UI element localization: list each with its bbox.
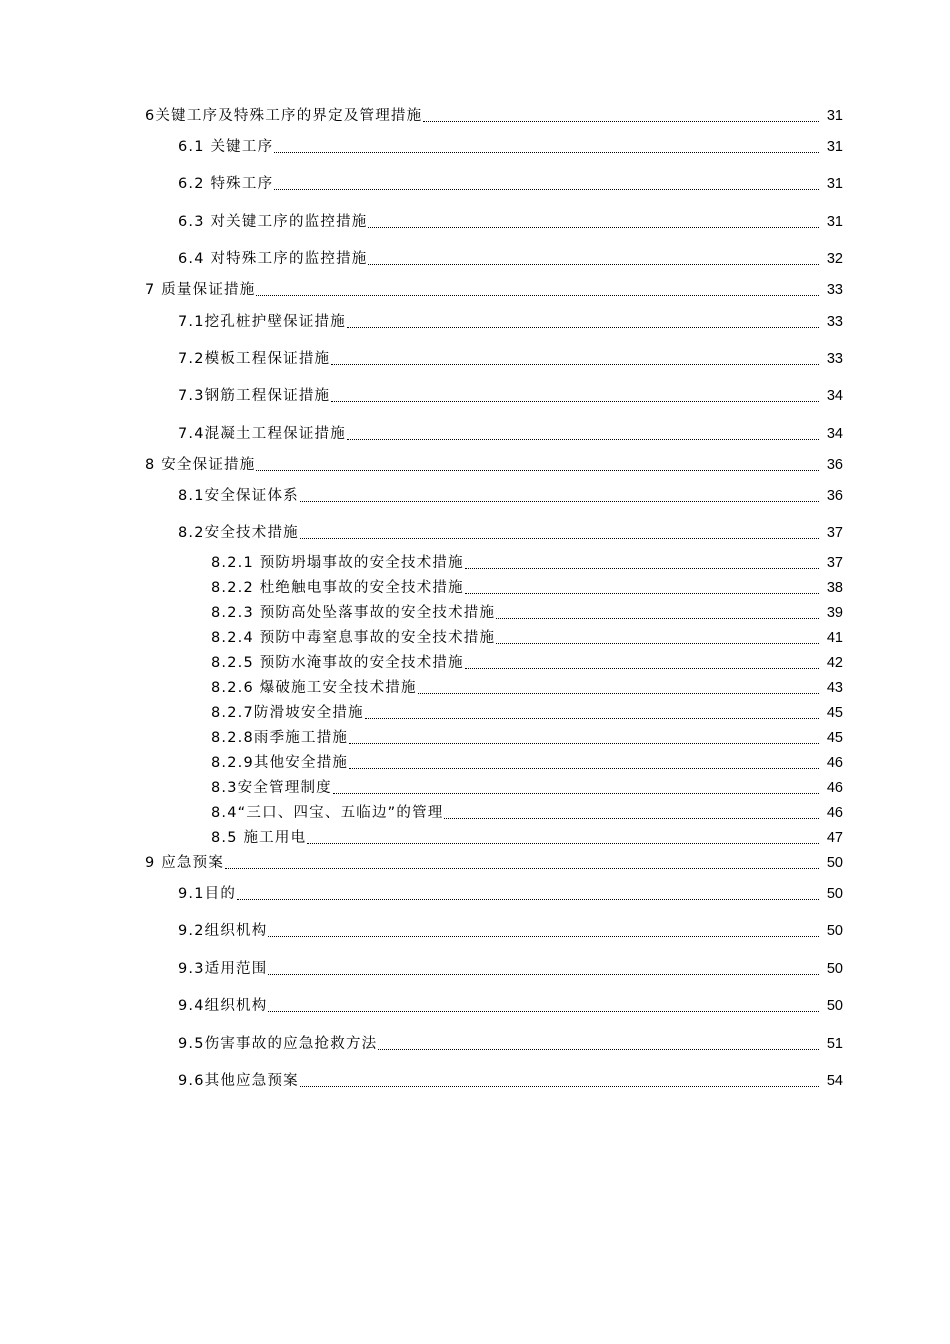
toc-page-number: 46	[826, 780, 843, 796]
toc-entry-title: 8.2.8雨季施工措施	[211, 730, 349, 746]
toc-entry[interactable]	[178, 310, 843, 332]
toc-entry-title: 6.2 特殊工序	[178, 176, 274, 192]
toc-dot-leader	[423, 120, 819, 122]
toc-entry[interactable]	[211, 576, 843, 598]
toc-page-number: 34	[826, 388, 843, 404]
toc-entry[interactable]	[178, 247, 843, 269]
toc-entry[interactable]	[211, 826, 843, 848]
toc-entry[interactable]	[145, 851, 843, 873]
toc-entry[interactable]	[178, 135, 843, 157]
toc-entry[interactable]	[211, 651, 843, 673]
toc-entry[interactable]	[178, 919, 843, 941]
toc-entry-title: 8.2.4 预防中毒窒息事故的安全技术措施	[211, 630, 496, 646]
toc-page-number: 34	[826, 426, 843, 442]
toc-dot-leader	[256, 294, 819, 296]
toc-page-number: 31	[826, 108, 843, 124]
toc-page-number: 50	[826, 923, 843, 939]
toc-page-number: 38	[826, 580, 843, 596]
toc-page-number: 31	[826, 139, 843, 155]
toc-entry-title: 8.2.6 爆破施工安全技术措施	[211, 680, 417, 696]
toc-page-number: 45	[826, 705, 843, 721]
toc-entry-title: 8.2.7防滑坡安全措施	[211, 705, 364, 721]
toc-dot-leader	[349, 767, 819, 769]
toc-dot-leader	[378, 1048, 819, 1050]
toc-entry-title: 8.3安全管理制度	[211, 780, 332, 796]
toc-page-number: 33	[826, 351, 843, 367]
toc-entry-title: 6关键工序及特殊工序的界定及管理措施	[145, 108, 423, 124]
toc-entry-title: 7 质量保证措施	[145, 282, 256, 298]
toc-entry-title: 8.2.5 预防水淹事故的安全技术措施	[211, 655, 464, 671]
toc-entry-title: 8.5 施工用电	[211, 830, 307, 846]
toc-page-number: 33	[826, 314, 843, 330]
toc-entry[interactable]	[178, 1069, 843, 1091]
toc-entry[interactable]	[178, 172, 843, 194]
toc-page-number: 31	[826, 214, 843, 230]
toc-dot-leader	[418, 692, 819, 694]
toc-entry-title: 7.4混凝土工程保证措施	[178, 426, 346, 442]
toc-entry[interactable]	[211, 801, 843, 823]
toc-entry[interactable]	[145, 453, 843, 475]
toc-entry[interactable]	[178, 347, 843, 369]
toc-entry-title: 8.2.3 预防高处坠落事故的安全技术措施	[211, 605, 496, 621]
toc-dot-leader	[237, 898, 819, 900]
toc-entry-title: 8.2.9其他安全措施	[211, 755, 349, 771]
toc-entry[interactable]	[211, 701, 843, 723]
toc-page-number: 37	[826, 555, 843, 571]
toc-page-number: 45	[826, 730, 843, 746]
toc-entry[interactable]	[211, 601, 843, 623]
toc-entry[interactable]	[178, 484, 843, 506]
toc-dot-leader	[347, 326, 819, 328]
toc-entry-title: 6.3 对关键工序的监控措施	[178, 214, 368, 230]
toc-dot-leader	[268, 1010, 819, 1012]
toc-entry[interactable]	[178, 384, 843, 406]
toc-page-number: 36	[826, 457, 843, 473]
toc-page-number: 31	[826, 176, 843, 192]
toc-page-number: 36	[826, 488, 843, 504]
toc-entry[interactable]	[178, 1032, 843, 1054]
toc-entry-title: 6.4 对特殊工序的监控措施	[178, 251, 368, 267]
toc-dot-leader	[225, 867, 819, 869]
toc-page-number: 46	[826, 805, 843, 821]
toc-entry[interactable]	[178, 422, 843, 444]
toc-dot-leader	[368, 263, 819, 265]
toc-page-number: 51	[826, 1036, 843, 1052]
toc-dot-leader	[268, 973, 819, 975]
toc-entry[interactable]	[178, 882, 843, 904]
toc-entry-title: 9.6其他应急预案	[178, 1073, 299, 1089]
toc-dot-leader	[300, 1085, 819, 1087]
toc-page-number: 39	[826, 605, 843, 621]
toc-dot-leader	[444, 817, 819, 819]
toc-entry[interactable]	[211, 751, 843, 773]
toc-dot-leader	[465, 567, 819, 569]
toc-entry[interactable]	[178, 957, 843, 979]
toc-dot-leader	[496, 617, 819, 619]
toc-entry-title: 7.1挖孔桩护壁保证措施	[178, 314, 346, 330]
toc-dot-leader	[300, 537, 819, 539]
toc-dot-leader	[365, 717, 819, 719]
toc-dot-leader	[307, 842, 819, 844]
toc-page-number: 54	[826, 1073, 843, 1089]
toc-entry[interactable]	[211, 776, 843, 798]
toc-entry-title: 7.2模板工程保证措施	[178, 351, 331, 367]
toc-entry[interactable]	[178, 210, 843, 232]
toc-page-number: 50	[826, 886, 843, 902]
toc-entry[interactable]	[145, 104, 843, 126]
toc-dot-leader	[465, 667, 819, 669]
toc-entry[interactable]	[178, 521, 843, 543]
toc-entry-title: 9.5伤害事故的应急抢救方法	[178, 1036, 378, 1052]
toc-entry-title: 8.4“三口、四宝、五临边”的管理	[211, 805, 444, 821]
toc-page-number: 32	[826, 251, 843, 267]
toc-entry-title: 7.3钢筋工程保证措施	[178, 388, 331, 404]
toc-page-number: 43	[826, 680, 843, 696]
toc-dot-leader	[274, 188, 819, 190]
toc-entry[interactable]	[211, 676, 843, 698]
toc-page-number: 42	[826, 655, 843, 671]
toc-dot-leader	[368, 226, 819, 228]
toc-dot-leader	[349, 742, 819, 744]
toc-dot-leader	[465, 592, 819, 594]
toc-dot-leader	[256, 469, 819, 471]
toc-dot-leader	[268, 935, 819, 937]
toc-entry[interactable]	[145, 278, 843, 300]
toc-page-number: 37	[826, 525, 843, 541]
toc-page-number: 47	[826, 830, 843, 846]
toc-dot-leader	[331, 400, 819, 402]
toc-dot-leader	[333, 792, 819, 794]
toc-entry-title: 8 安全保证措施	[145, 457, 256, 473]
toc-dot-leader	[347, 438, 819, 440]
toc-entry[interactable]	[211, 726, 843, 748]
toc-entry[interactable]	[178, 994, 843, 1016]
toc-entry-title: 9.1目的	[178, 886, 237, 902]
toc-page-number: 50	[826, 998, 843, 1014]
toc-page-number: 41	[826, 630, 843, 646]
toc-entry-title: 8.2安全技术措施	[178, 525, 299, 541]
toc-page-number: 50	[826, 961, 843, 977]
toc-entry-title: 8.2.1 预防坍塌事故的安全技术措施	[211, 555, 464, 571]
toc-entry[interactable]	[211, 626, 843, 648]
toc-dot-leader	[300, 500, 819, 502]
toc-dot-leader	[331, 363, 819, 365]
toc-entry-title: 8.2.2 杜绝触电事故的安全技术措施	[211, 580, 464, 596]
toc-page-number: 50	[826, 855, 843, 871]
toc-entry-title: 9.2组织机构	[178, 923, 268, 939]
toc-entry[interactable]	[211, 551, 843, 573]
toc-entry-title: 8.1安全保证体系	[178, 488, 299, 504]
toc-entry-title: 6.1 关键工序	[178, 139, 274, 155]
toc-page-number: 33	[826, 282, 843, 298]
toc-dot-leader	[496, 642, 819, 644]
toc-entry-title: 9.4组织机构	[178, 998, 268, 1014]
toc-dot-leader	[274, 151, 819, 153]
toc-entry-title: 9 应急预案	[145, 855, 225, 871]
toc-page-number: 46	[826, 755, 843, 771]
toc-entry-title: 9.3适用范围	[178, 961, 268, 977]
